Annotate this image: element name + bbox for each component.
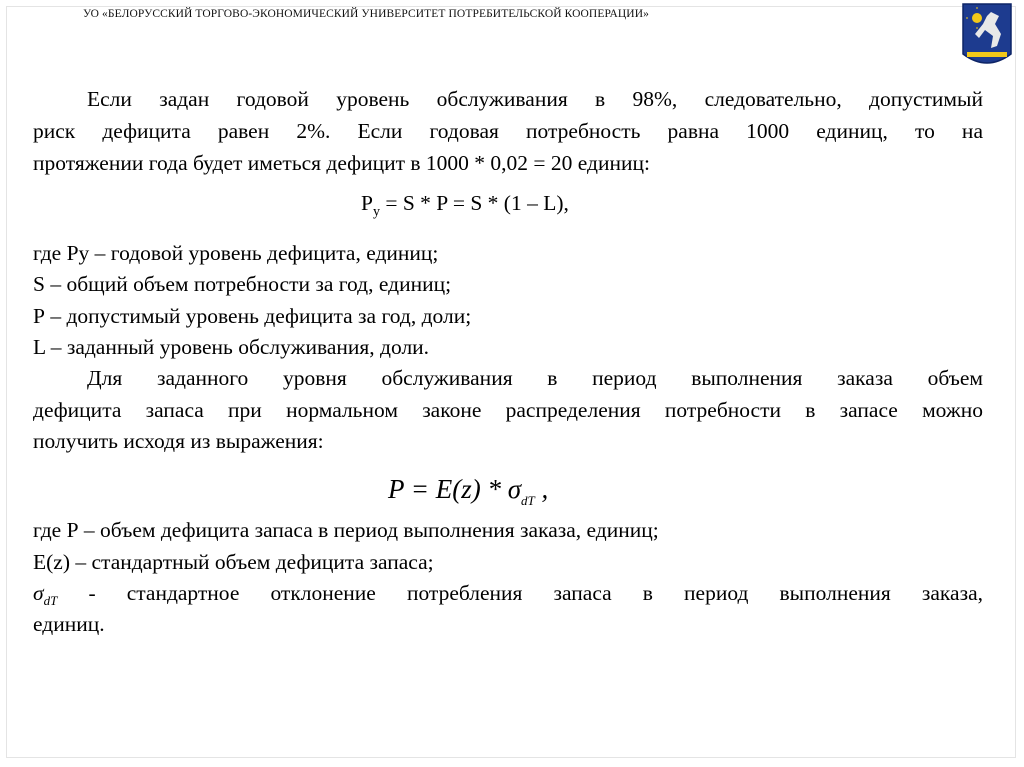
formula-main: P = E(z) * σ [388,474,522,504]
formula-subscript: у [372,204,380,220]
formula-tail: , [534,474,549,504]
formula-shortage-volume [388,474,548,509]
university-emblem-icon [961,2,1013,72]
formula-shortage-level [361,191,569,220]
definition-line [33,578,983,617]
definition-line: где Р – объем дефицита запаса в период выполнения заказа, единиц; [33,518,659,542]
paragraph-line: получить исходя из выражения: [33,429,324,453]
definition-line: единиц. [33,612,105,636]
formula-lhs: P [361,191,373,215]
formula-subscript: dT [521,493,535,508]
definition-line: Р – допустимый уровень дефицита за год, доли; [33,304,472,328]
paragraph-line: Для заданного уровня обслуживания в период выполнения заказа объем [87,366,983,390]
sigma-symbol: $\sigma_{dT}$ [33,581,58,608]
paragraph-line: риск дефицита равен 2%. Если годовая потребность равна 1000 единиц, то на [33,119,983,143]
sigma-definition-text: - стандартное отклонение потребления запаса в период выполнения заказа, [57,581,983,605]
definition-line: E(z) – стандартный объем дефицита запаса; [33,550,434,574]
definition-line: L – заданный уровень обслуживания, доли. [33,335,430,359]
formula-rhs: = S * P = S * (1 – L), [379,191,569,215]
university-header: УО «БЕЛОРУССКИЙ ТОРГОВО-ЭКОНОМИЧЕСКИЙ УНИВЕРСИТЕТ ПОТРЕБИТЕЛЬСКОЙ КООПЕРАЦИИ» [83,8,649,20]
paragraph-line: Если задан годовой уровень обслуживания в 98%, следовательно, допустимый [87,87,983,111]
definition-line: S – общий объем потребности за год, единиц; [33,272,452,296]
definition-line: где Ру – годовой уровень дефицита, единиц; [33,241,439,265]
paragraph-line: дефицита запаса при нормальном законе распределения потребности в запасе можно [33,398,983,422]
paragraph-line: протяжении года будет иметься дефицит в 1000 * 0,02 = 20 единиц: [33,151,650,175]
